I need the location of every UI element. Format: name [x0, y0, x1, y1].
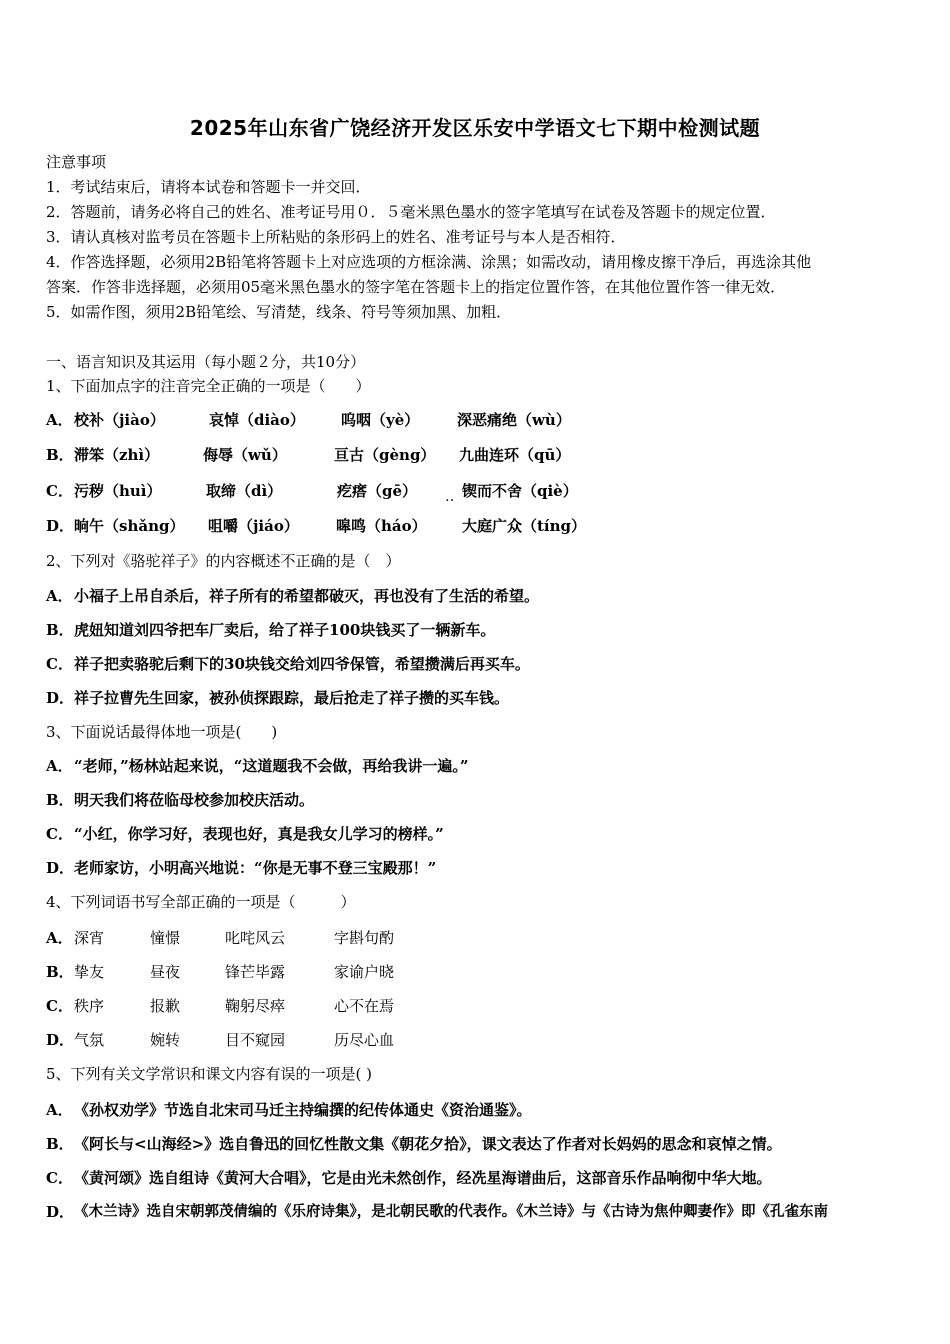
option-word: 呜咽（yè）	[341, 411, 420, 429]
option-label: A．	[46, 1101, 73, 1119]
question-3-stem: 3、下面说话最得体地一项是( )	[46, 723, 278, 741]
option-label: A．	[46, 929, 73, 947]
notice-item-4-cont: 答案．作答非选择题，必须用05毫米黑色墨水的签字笔在答题卡上的指定位置作答，在其他位置作答一律无效．	[46, 278, 786, 296]
option-word: 锋芒毕露	[225, 963, 286, 981]
option-word: 憧憬	[150, 929, 181, 947]
notice-item-3: 3．请认真核对监考员在答题卡上所粘贴的条形码上的姓名、准考证号与本人是否相符．	[46, 228, 626, 246]
option-word: 叱咤风云	[225, 929, 286, 947]
option-text: 《孙权劝学》节选自北宋司马迁主持编撰的纪传体通史《资治通鉴》。	[74, 1101, 532, 1119]
option-label: A．	[46, 411, 73, 429]
option-word: 晌午（shǎng）	[74, 517, 185, 535]
option-label: B．	[46, 791, 74, 809]
notice-item-4: 4．作答选择题，必须用2B铅笔将答题卡上对应选项的方框涂满、涂黑；如需改动，请用橡皮擦干净后，再选涂其他	[46, 253, 812, 271]
option-word: 气氛	[74, 1031, 105, 1049]
option-label: C．	[46, 655, 73, 673]
option-word: 深宵	[74, 929, 105, 947]
option-label: B．	[46, 621, 74, 639]
notice-item-1: 1．考试结束后，请将本试卷和答题卡一并交回．	[46, 178, 371, 196]
option-word: 目不窥园	[225, 1031, 286, 1049]
option-word: 九曲连环（qū）	[459, 446, 571, 464]
option-text: 虎妞知道刘四爷把车厂卖后，给了祥子100块钱买了一辆新车。	[74, 621, 496, 639]
option-text: 《阿长与<山海经>》选自鲁迅的回忆性散文集《朝花夕拾》，课文表达了作者对长妈妈的思念和哀悼之情。	[74, 1135, 782, 1153]
page-title: 2025年山东省广饶经济开发区乐安中学语文七下期中检测试题	[189, 116, 761, 140]
option-word: 大庭广众（tíng）	[462, 517, 587, 535]
option-label: D．	[46, 859, 75, 877]
option-word: 侮辱（wǔ）	[203, 446, 287, 464]
option-word: 报歉	[150, 997, 181, 1015]
option-word: 字斟句酌	[334, 929, 395, 947]
option-label: D．	[46, 1031, 75, 1049]
option-word: 心不在焉	[334, 997, 395, 1015]
notice-item-2: 2．答题前，请务必将自己的姓名、准考证号用０．５毫米黑色墨水的签字笔填写在试卷及答题卡的规定位置．	[46, 203, 776, 221]
option-label: A．	[46, 757, 73, 775]
option-word: 污秽（huì）	[74, 482, 162, 500]
option-word: 深恶痛绝（wù）	[457, 411, 571, 429]
question-5-stem: 5、下列有关文学常识和课文内容有误的一项是( )	[46, 1065, 373, 1083]
option-text: “老师，”杨林站起来说，“这道题我不会做，再给我讲一遍。”	[74, 757, 469, 775]
option-word: 历尽心血	[334, 1031, 395, 1049]
option-text: “小红，你学习好，表现也好，真是我女儿学习的榜样。”	[74, 825, 444, 843]
notice-item-5: 5．如需作图，须用2B铅笔绘、写清楚，线条、符号等须加黑、加粗．	[46, 303, 512, 321]
question-4-stem: 4、下列词语书写全部正确的一项是（ ）	[46, 893, 356, 911]
option-word: 校补（jiào）	[74, 411, 165, 429]
option-word: 疙瘩（gē）	[337, 482, 418, 500]
option-text: 《木兰诗》选自宋朝郭茂倩编的《乐府诗集》，是北朝民歌的代表作。《木兰诗》与《古诗为焦仲卿妻作》即《孔雀东南	[74, 1203, 828, 1220]
option-word: 秩序	[74, 997, 105, 1015]
option-text: 《黄河颂》选自组诗《黄河大合唱》，它是由光未然创作，经冼星海谱曲后，这部音乐作品响彻中华大地。	[74, 1169, 772, 1187]
option-text: 祥子把卖骆驼后剩下的30块钱交给刘四爷保管，希望攒满后再买车。	[74, 655, 530, 673]
option-text: 老师家访，小明高兴地说：“你是无事不登三宝殿那！”	[74, 859, 437, 877]
option-label: A．	[46, 587, 73, 605]
option-word: 亘古（gèng）	[334, 446, 436, 464]
option-label: B．	[46, 446, 74, 464]
option-label: D．	[46, 689, 75, 707]
option-word: 鞠躬尽瘁	[225, 997, 286, 1015]
option-word: 取缔（dì）	[206, 482, 283, 500]
option-label: D．	[46, 1203, 75, 1221]
option-word: 嗥鸣（háo）	[336, 517, 427, 535]
question-1-stem: 1、下面加点字的注音完全正确的一项是（ ）	[46, 377, 371, 395]
option-text: 祥子拉曹先生回家，被孙侦探跟踪，最后抢走了祥子攒的买车钱。	[74, 689, 510, 707]
option-label: C．	[46, 482, 73, 500]
option-word: 昼夜	[150, 963, 181, 981]
section-heading: 一、语言知识及其运用（每小题２分，共10分）	[46, 353, 366, 371]
option-word: 哀悼（diào）	[209, 411, 305, 429]
option-label: B．	[46, 963, 74, 981]
option-word: 咀嚼（jiáo）	[208, 517, 299, 535]
option-label: C．	[46, 1169, 73, 1187]
question-2-stem: 2、下列对《骆驼祥子》的内容概述不正确的是（ ）	[46, 552, 401, 570]
option-word: 锲而不舍（qiè）	[462, 482, 578, 500]
notice-heading: 注意事项	[46, 153, 107, 171]
option-word: 婉转	[150, 1031, 181, 1049]
option-text: 明天我们将莅临母校参加校庆活动。	[74, 791, 315, 809]
option-word: 家谕户晓	[334, 963, 395, 981]
emphasis-dots: ‥	[445, 489, 455, 505]
option-label: C．	[46, 997, 73, 1015]
option-label: C．	[46, 825, 73, 843]
option-label: B．	[46, 1135, 74, 1153]
option-word: 挚友	[74, 963, 105, 981]
option-text: 小福子上吊自杀后，祥子所有的希望都破灭，再也没有了生活的希望。	[74, 587, 540, 605]
option-label: D．	[46, 517, 75, 535]
option-word: 滞笨（zhì）	[74, 446, 160, 464]
